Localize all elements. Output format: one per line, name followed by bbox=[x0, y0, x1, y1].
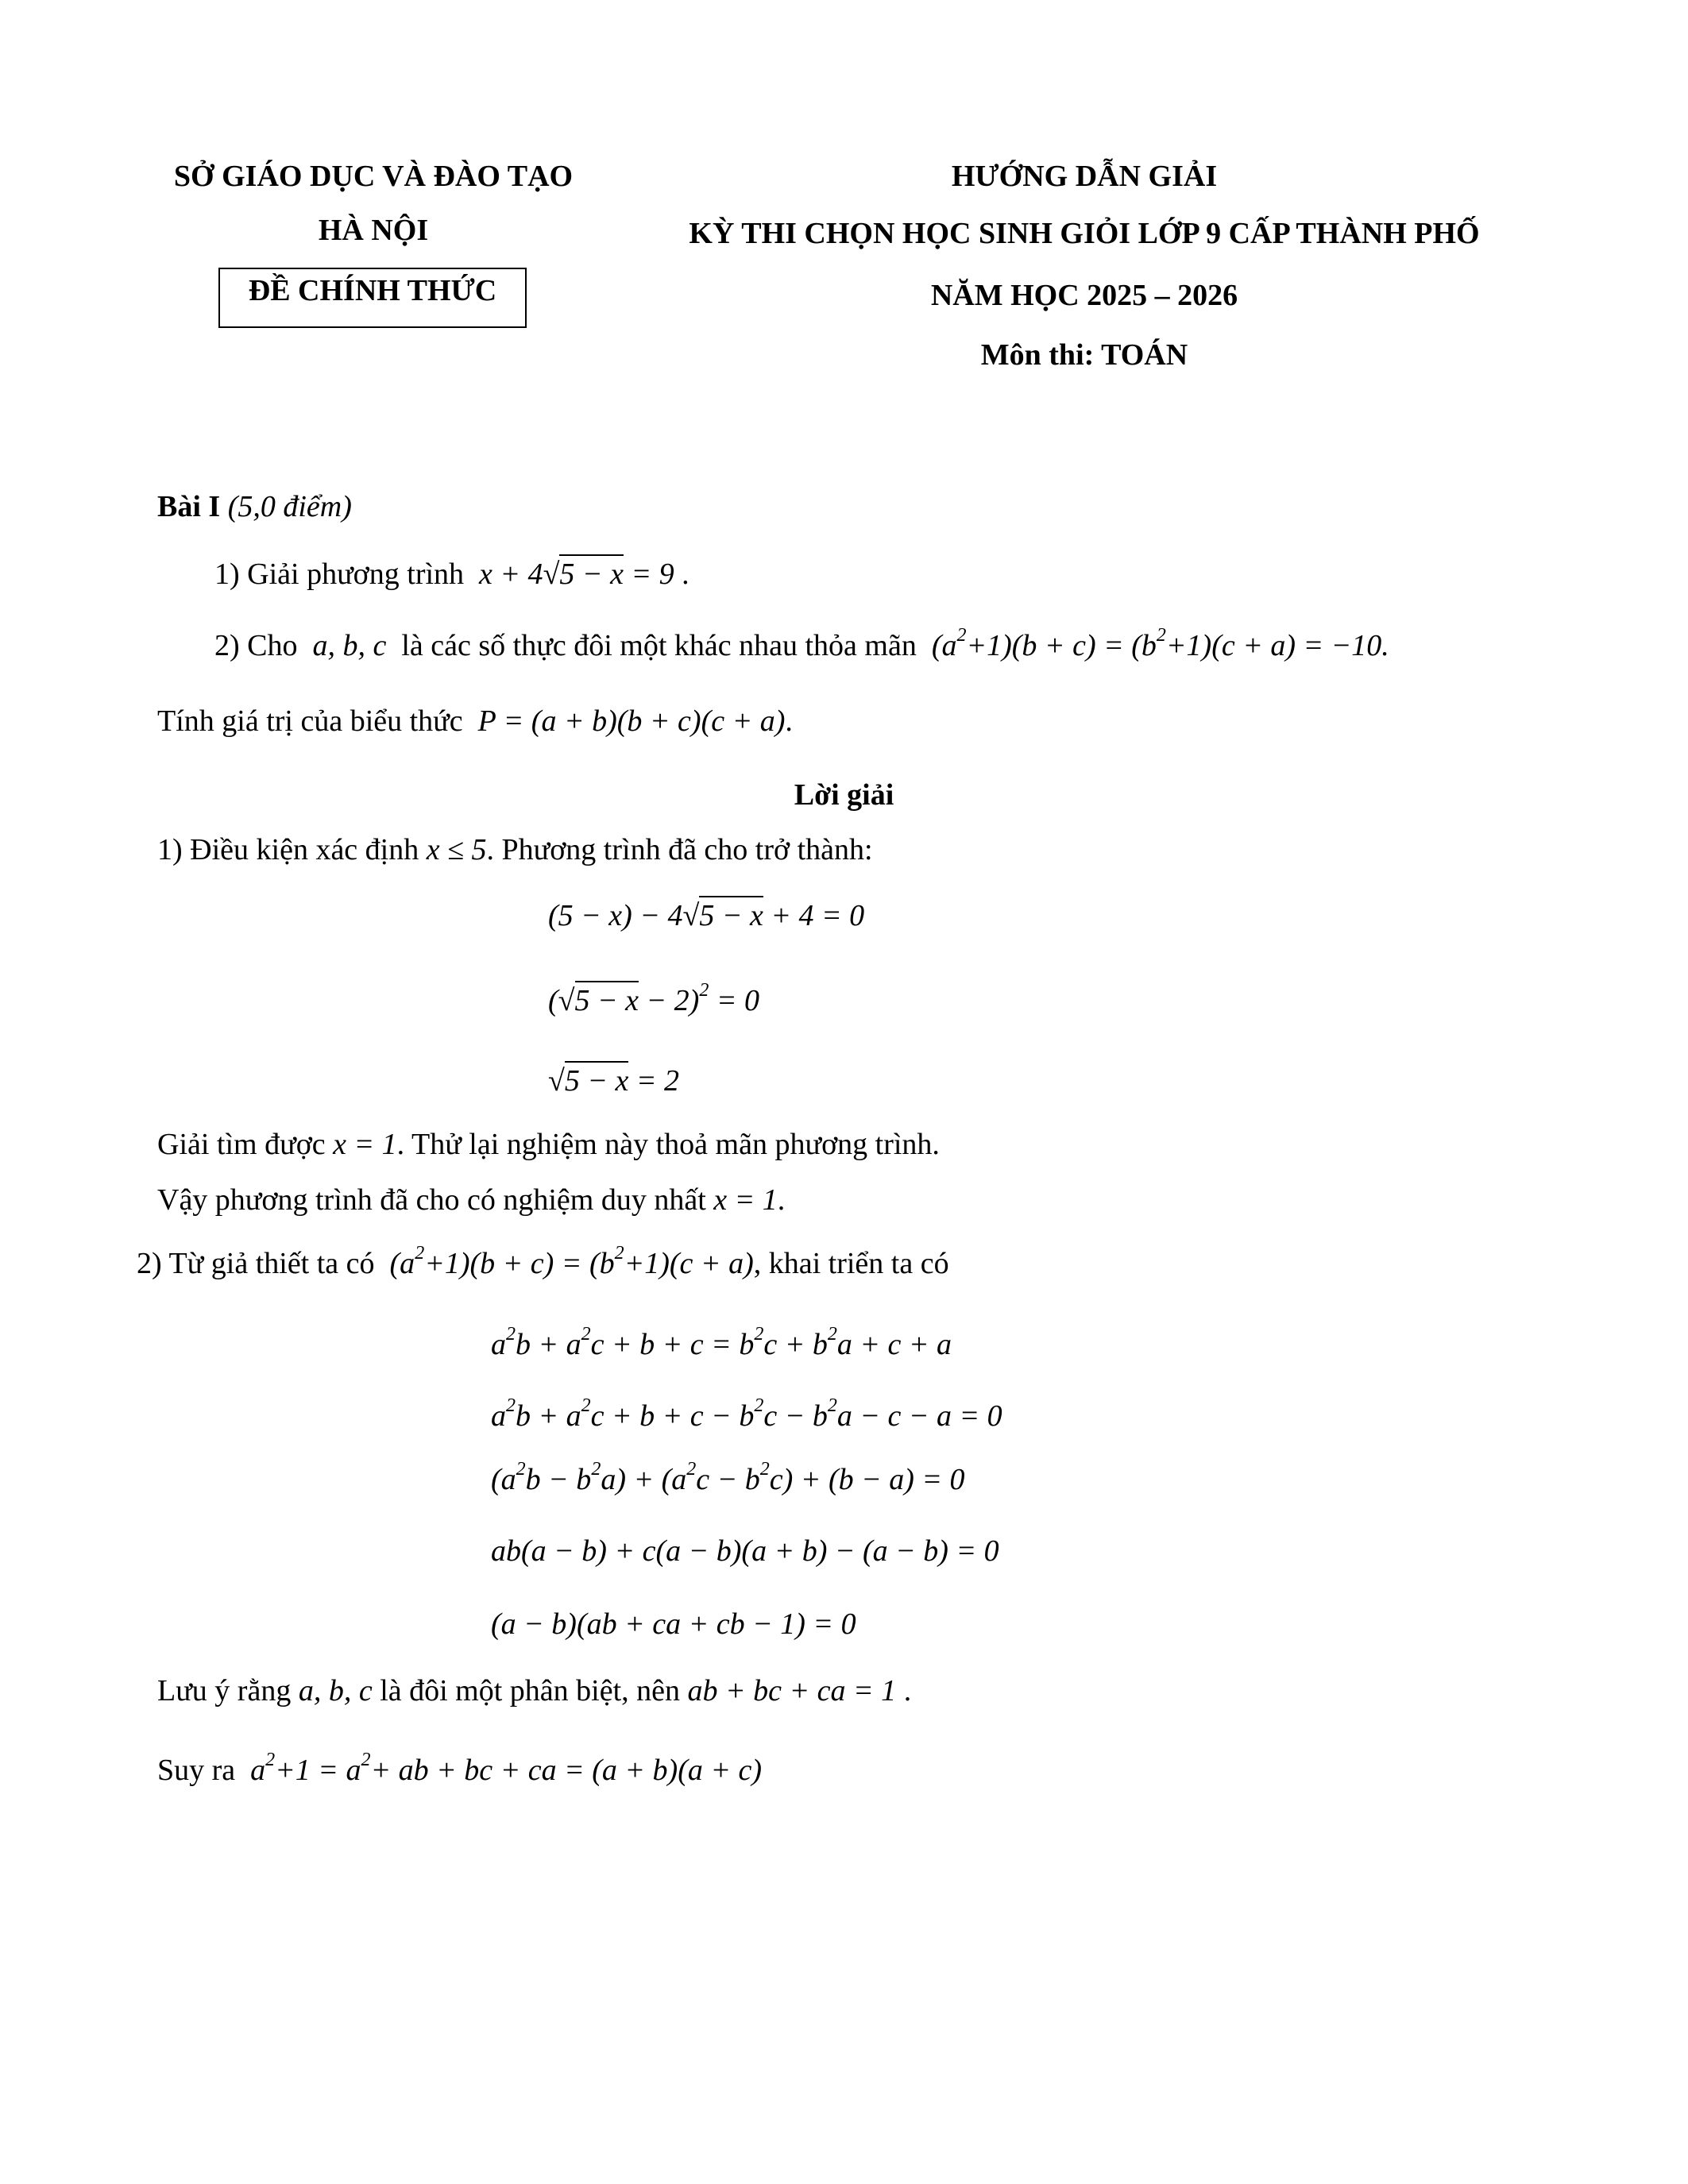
q2-vars: a, b, c bbox=[312, 629, 387, 662]
q1-prefix: 1) Giải phương trình bbox=[214, 558, 465, 591]
sol2-intro: 2) Từ giả thiết ta có $(a^2+1)(b + c) = (b^2+1)(c + a)$, khai triển ta có bbox=[137, 1243, 949, 1280]
sol2-note: Lưu ý rằng a, b, c là đôi một phân biệt, nên ab + bc + ca = 1 . bbox=[157, 1674, 912, 1707]
q2-line2-end: . bbox=[785, 704, 793, 738]
sol1-intro: 1) Điều kiện xác định x ≤ 5. Phương trình đã cho trở thành: bbox=[157, 833, 873, 866]
question-1 bbox=[214, 556, 689, 592]
department-name: SỞ GIÁO DỤC VÀ ĐÀO TẠO bbox=[173, 160, 574, 193]
sqrt-icon: √ bbox=[558, 984, 575, 1017]
sol1-eq2: $(√5 - x - 2)^2 = 0$ bbox=[548, 980, 759, 1017]
q2-line2-expr: P = (a + b)(b + c)(c + a) bbox=[477, 704, 786, 738]
sqrt-icon: √ bbox=[548, 1064, 565, 1098]
sol1-found: Giải tìm được x = 1. Thử lại nghiệm này thoả mãn phương trình. bbox=[157, 1128, 940, 1161]
sqrt-icon: √ bbox=[682, 899, 700, 932]
sol1-eq3: √5 − x = 2 bbox=[548, 1063, 679, 1099]
problem-heading bbox=[157, 488, 352, 525]
official-label: ĐỀ CHÍNH THỨC bbox=[218, 268, 527, 328]
question-2-line2 bbox=[157, 703, 793, 739]
sol1-eq1: (5 − x) − 4√5 − x + 4 = 0 bbox=[548, 897, 864, 934]
q1-eq-rad: 5 − x bbox=[559, 554, 624, 591]
city-name: HÀ NỘI bbox=[318, 214, 429, 247]
sol2-infer: Suy ra $a^2+1 = a^2+$ ab + bc + ca = (a + b)(a + c) bbox=[157, 1750, 763, 1787]
sol1-conclude: Vậy phương trình đã cho có nghiệm duy nhất x = 1. bbox=[157, 1183, 786, 1217]
sol2-eq5: (a − b)(ab + ca + cb − 1) = 0 bbox=[491, 1607, 856, 1641]
sqrt-icon: √ bbox=[543, 558, 560, 591]
sol2-eq3: $(a^2b - b^2a) + (a^2c - b^2c) + (b - a) = 0$ bbox=[491, 1459, 965, 1496]
problem-title: Bài I bbox=[157, 490, 221, 523]
sol2-eq4: ab(a − b) + c(a − b)(a + b) − (a − b) = 0 bbox=[491, 1534, 999, 1568]
school-year: NĂM HỌC 2025 – 2026 bbox=[930, 279, 1238, 312]
q2-prefix: 2) Cho bbox=[214, 629, 298, 662]
exam-name: KỲ THI CHỌN HỌC SINH GIỎI LỚP 9 CẤP THÀNH PHỐ bbox=[689, 217, 1480, 250]
q2-mid: là các số thực đôi một khác nhau thỏa mãn bbox=[401, 629, 917, 662]
q1-eq-right: = 9 bbox=[623, 558, 674, 591]
sol2-eq2: $a^2b + a^2c + b + c - b^2c - b^2a - c - a = 0$ bbox=[491, 1395, 1002, 1433]
doc-title: HƯỚNG DẪN GIẢI bbox=[951, 160, 1218, 193]
subject: Môn thi: TOÁN bbox=[980, 338, 1188, 372]
q2-eq: $(a^2+1)(b + c) = (b^2+1)(c + a) = -10$. bbox=[931, 625, 1389, 662]
q1-end: . bbox=[682, 558, 689, 591]
problem-points: (5,0 điểm) bbox=[227, 490, 352, 523]
sol2-eq1: $a^2b + a^2c + b + c = b^2c + b^2a + c + a$ bbox=[491, 1324, 952, 1361]
solution-title: Lời giải bbox=[794, 778, 894, 812]
q2-line2-prefix: Tính giá trị của biểu thức bbox=[157, 704, 463, 738]
q1-eq-left: x + 4 bbox=[479, 558, 543, 591]
question-2 bbox=[214, 627, 1389, 664]
